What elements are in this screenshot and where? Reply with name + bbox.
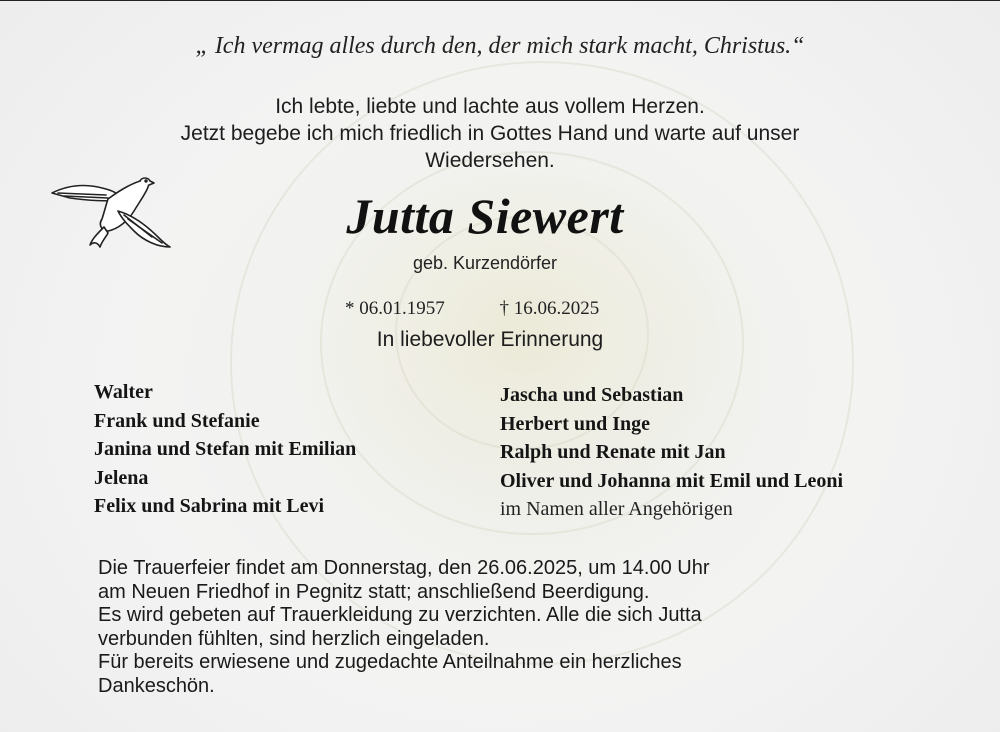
service-line: Für bereits erwiesene und zugedachte Anteilnahme ein herzliches	[98, 651, 682, 673]
intro-text	[100, 93, 880, 174]
bible-quote: „ Ich vermag alles durch den, der mich stark macht, Christus.“	[195, 33, 805, 59]
mourner-entry: Janina und Stefan mit Emilian	[94, 438, 357, 460]
mourners-list-left	[94, 378, 356, 521]
mourner-entry: Walter	[94, 381, 153, 403]
mourner-entry: Frank und Stefanie	[94, 409, 260, 432]
service-line: Die Trauerfeier findet am Donnerstag, den 26.06.2025, um 14.00 Uhr	[98, 557, 710, 579]
mourner-entry: Jascha und Sebastian	[500, 384, 684, 406]
mourner-entry: Herbert und Inge	[500, 412, 650, 435]
service-line: Es wird gebeten auf Trauerkleidung zu verzichten. Alle die sich Jutta	[98, 604, 702, 626]
life-dates	[345, 298, 599, 320]
service-line: verbunden fühlten, sind herzlich eingeladen.	[98, 627, 490, 650]
mourner-entry: Felix und Sabrina mit Levi	[94, 495, 325, 517]
deceased-name: Jutta Siewert	[346, 188, 624, 244]
intro-line: Wiedersehen.	[425, 149, 555, 172]
mourners-closing: im Namen aller Angehörigen	[500, 498, 733, 520]
mourners-list-right	[500, 381, 843, 524]
mourner-entry: Jelena	[94, 466, 149, 489]
birth-date: * 06.01.1957	[345, 298, 445, 319]
mourner-entry: Oliver und Johanna mit Emil und Leoni	[500, 469, 844, 492]
service-line: am Neuen Friedhof in Pegnitz statt; anschließend Beerdigung.	[98, 580, 650, 603]
maiden-name: geb. Kurzendörfer	[412, 253, 558, 273]
memory-line: In liebevoller Erinnerung	[376, 328, 604, 351]
mourner-entry: Ralph und Renate mit Jan	[500, 441, 726, 463]
intro-line: Jetzt begebe ich mich friedlich in Gottes Hand und warte auf unser	[180, 122, 800, 145]
death-date: † 16.06.2025	[499, 298, 600, 319]
service-line: Dankeschön.	[98, 674, 215, 697]
service-information	[98, 557, 918, 698]
intro-line: Ich lebte, liebte und lachte aus vollem Herzen.	[275, 95, 705, 118]
